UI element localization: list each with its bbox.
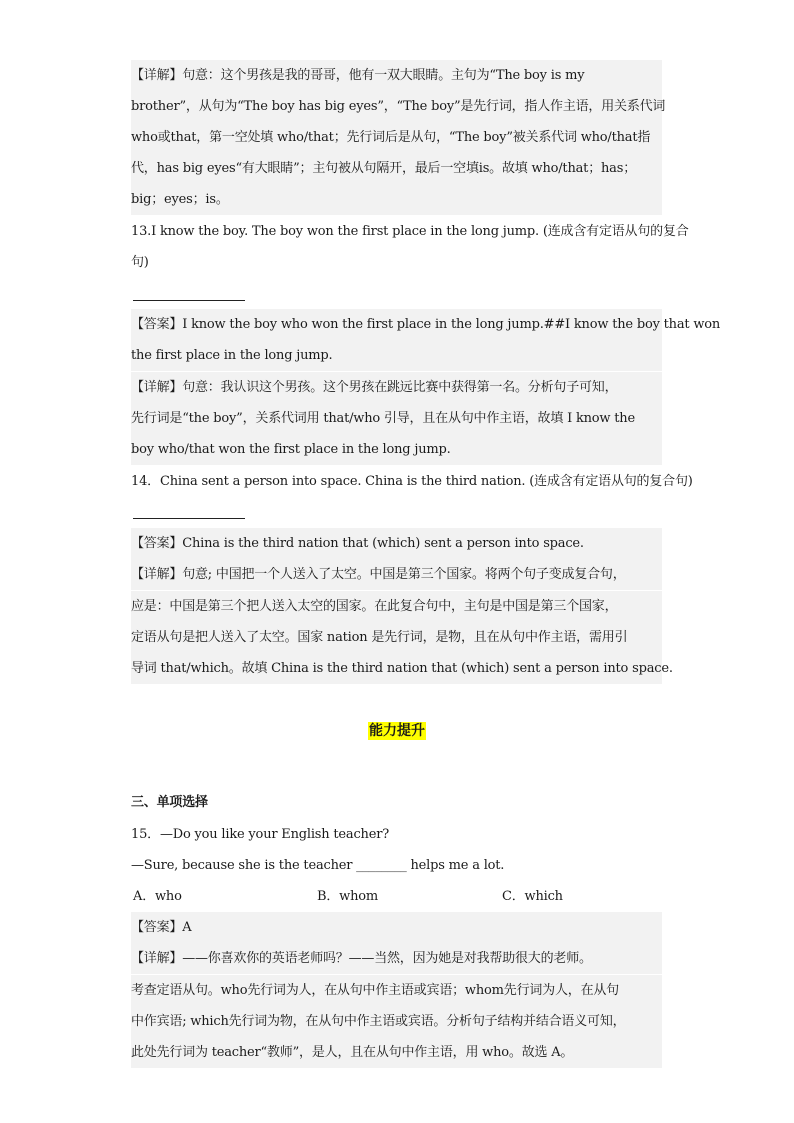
explanation-line: brother”，从句为“The boy has big eyes”，“The boy”是先行词，指人作主语，用关系代词 [131, 91, 662, 122]
explanation-line: 考查定语从句。who先行词为人，在从句中作主语或宾语；whom先行词为人，在从句 [131, 975, 662, 1006]
explanation-line: 【详解】句意; 中国把一个人送入了太空。中国是第三个国家。将两个句子变成复合句， [131, 559, 662, 590]
options-row [131, 881, 671, 912]
answer-line: 【答案】I know the boy who won the first place in the long jump.##I know the boy that won [131, 309, 662, 340]
question-14-text: 14．China sent a person into space. China is the third nation. (连成含有定语从句的复合句) [131, 474, 693, 489]
question-15-text: 15．—Do you like your English teacher? [131, 827, 389, 842]
explanation-line: 先行词是“the boy”，关系代词用 that/who 引导，且在从句中作主语，故填 I know the [131, 403, 662, 434]
answer-blank-line [133, 518, 245, 519]
explanation-line: 【详解】句意：这个男孩是我的哥哥，他有一双大眼睛。主句为“The boy is my [131, 60, 662, 91]
explanation-line: 应是：中国是第三个把人送入太空的国家。在此复合句中，主句是中国是第三个国家， [131, 591, 662, 622]
explanation-line: who或that，第一空处填 who/that；先行词后是从句，“The boy”被关系代词 who/that指 [131, 122, 662, 153]
section-heading [0, 718, 794, 744]
answer-line: the first place in the long jump. [131, 340, 662, 371]
option-c: C．which [502, 889, 563, 904]
answer-line: 【答案】A [131, 912, 662, 943]
explanation-line: 导词 that/which。故填 China is the third nation that (which) sent a person into space. [131, 653, 662, 684]
question-13-text: 13.I know the boy. The boy won the first place in the long jump. (连成含有定语从句的复合 [131, 224, 689, 239]
option-a: A．who [133, 889, 182, 904]
explanation-line: 中作宾语; which先行词为物，在从句中作主语或宾语。分析句子结构并结合语义可知， [131, 1006, 662, 1037]
option-b: B．whom [317, 889, 379, 904]
explanation-line: 【详解】句意：我认识这个男孩。这个男孩在跳远比赛中获得第一名。分析句子可知， [131, 372, 662, 403]
answer-line: 【答案】China is the third nation that (which) sent a person into space. [131, 528, 662, 559]
heading-highlight: 能力提升 [369, 723, 425, 739]
explanation-line: big；eyes；is。 [131, 184, 662, 215]
question-15-text: —Sure, because she is the teacher ________ helps me a lot. [131, 858, 505, 873]
explanation-line: 此处先行词为 teacher“教师”，是人，且在从句中作主语，用 who。故选 A。 [131, 1037, 662, 1068]
section-title: 三、单项选择 [131, 795, 208, 810]
explanation-line: 代，has big eyes“有大眼睛”；主句被从句隔开，最后一空填is。故填 who/that；has； [131, 153, 662, 184]
explanation-line: 定语从句是把人送入了太空。国家 nation 是先行词，是物，且在从句中作主语，需用引 [131, 622, 662, 653]
explanation-line: boy who/that won the first place in the long jump. [131, 434, 662, 465]
explanation-line: 【详解】——你喜欢你的英语老师吗？——当然，因为她是对我帮助很大的老师。 [131, 943, 662, 974]
answer-blank-line [133, 300, 245, 301]
question-13-text: 句) [131, 255, 149, 270]
